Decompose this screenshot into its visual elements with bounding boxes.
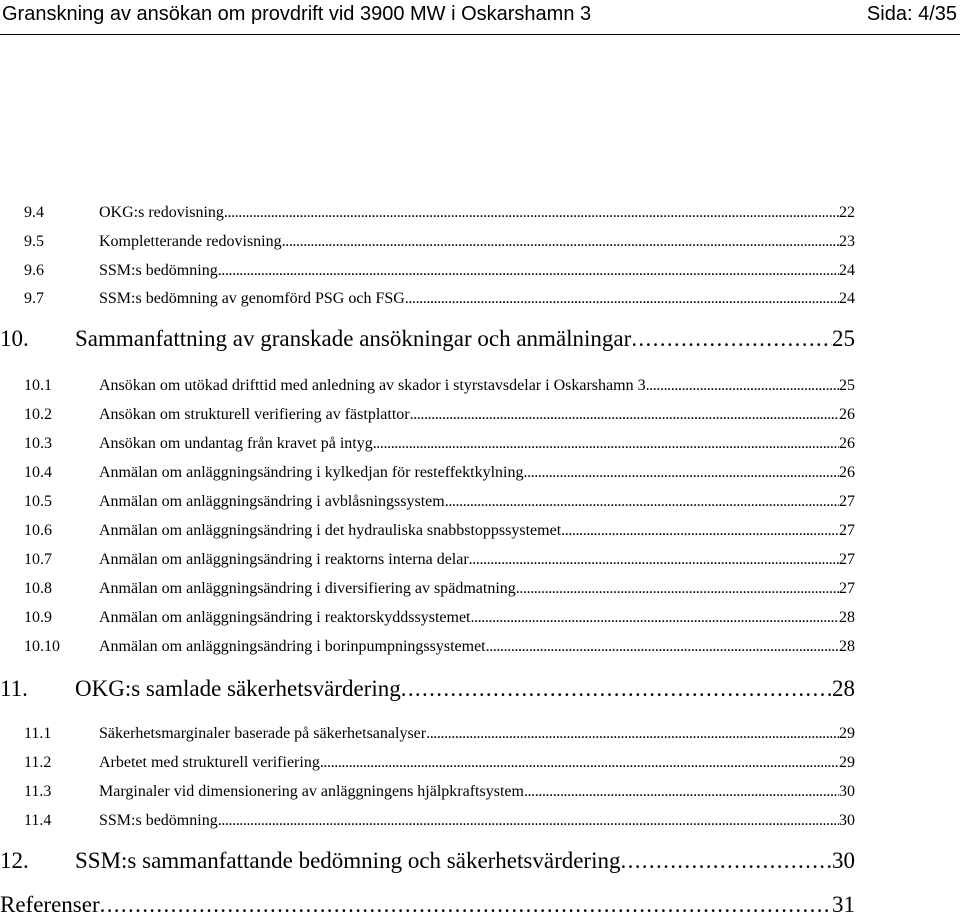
toc-page: 25: [832, 326, 855, 351]
toc-leader: [470, 609, 839, 627]
toc-page: 28: [839, 638, 855, 655]
toc-page: 24: [839, 290, 855, 307]
toc-text: Arbetet med strukturell verifiering: [99, 754, 320, 771]
toc-number: 9.7: [24, 290, 44, 307]
toc-text: SSM:s bedömning av genomförd PSG och FSG: [99, 290, 405, 307]
toc-leader: [524, 464, 840, 482]
toc-number: 10.1: [24, 377, 52, 394]
toc-page: 29: [839, 754, 855, 771]
toc-entry-10[interactable]: [0, 326, 855, 354]
toc-number: 9.5: [24, 233, 44, 250]
toc-text: Referenser: [0, 892, 100, 917]
toc-entry-10-7[interactable]: [24, 551, 855, 571]
toc-page: 27: [839, 580, 855, 597]
toc-entry-10-4[interactable]: [24, 464, 855, 484]
toc-number: 10.5: [24, 493, 52, 510]
toc-leader: [401, 676, 832, 702]
toc-page: 27: [839, 551, 855, 568]
page-number: Sida: 4/35: [866, 3, 957, 25]
toc-number: 11.4: [24, 812, 52, 829]
toc-text: Ansökan om utökad drifttid med anledning av skador i styrstavsdelar i Oskarshamn 3: [99, 377, 646, 394]
toc-entry-11-3[interactable]: [24, 783, 855, 803]
toc-entry-10-5[interactable]: [24, 493, 855, 513]
toc-leader: [646, 377, 839, 395]
toc-entry-9-7[interactable]: [24, 290, 855, 310]
toc-entry-referenser[interactable]: [0, 892, 855, 920]
toc-number: 10.6: [24, 522, 52, 539]
toc-number: 10.2: [24, 406, 52, 423]
toc-text: Marginaler vid dimensionering av anläggningens hjälpkraftsystem: [99, 783, 524, 800]
toc-leader: [100, 892, 832, 918]
toc-entry-10-8[interactable]: [24, 580, 855, 600]
toc-page: 22: [839, 204, 855, 221]
toc-leader: [224, 204, 839, 222]
toc-number: 10.8: [24, 580, 52, 597]
toc-number: 10.3: [24, 435, 52, 452]
toc-leader: [621, 848, 833, 874]
toc-number: 10.9: [24, 609, 52, 626]
toc-entry-9-5[interactable]: [24, 233, 855, 253]
toc-text: Ansökan om strukturell verifiering av fästplattor: [99, 406, 410, 423]
toc-leader: [469, 551, 839, 569]
toc-text: Anmälan om anläggningsändring i diversifiering av spädmatning: [99, 580, 516, 597]
toc-leader: [282, 233, 839, 251]
toc-page: 27: [839, 522, 855, 539]
toc-page: 24: [839, 262, 855, 279]
toc-page: 26: [839, 464, 855, 481]
toc-entry-11-4[interactable]: [24, 812, 855, 832]
toc-leader: [426, 725, 839, 743]
toc-number: 10.10: [24, 638, 60, 655]
toc-number: 9.4: [24, 204, 44, 221]
toc-entry-9-4[interactable]: [24, 204, 855, 224]
toc-entry-10-3[interactable]: [24, 435, 855, 455]
toc-entry-10-10[interactable]: [24, 638, 855, 658]
toc-page: 31: [832, 892, 855, 917]
toc-page: 30: [839, 812, 855, 829]
toc-text: Kompletterande redovisning: [99, 233, 282, 250]
toc-entry-9-6[interactable]: [24, 262, 855, 282]
toc-text: SSM:s bedömning: [99, 812, 218, 829]
toc-number: 10.4: [24, 464, 52, 481]
toc-leader: [320, 754, 839, 772]
toc-leader: [524, 783, 839, 801]
toc-entry-11-2[interactable]: [24, 754, 855, 774]
toc-number: 10.: [0, 326, 29, 351]
toc-number: 11.1: [24, 725, 52, 742]
toc-page: 28: [839, 609, 855, 626]
toc-leader: [631, 326, 832, 352]
toc-number: 10.7: [24, 551, 52, 568]
toc-page: 29: [839, 725, 855, 742]
toc-text: Anmälan om anläggningsändring i borinpumpningssystemet: [99, 638, 486, 655]
toc-text: Anmälan om anläggningsändring i reaktorskyddssystemet: [99, 609, 471, 626]
toc-page: 25: [839, 377, 855, 394]
toc-leader: [445, 493, 839, 511]
toc-text: Anmälan om anläggningsändring i det hydrauliska snabbstoppssystemet: [99, 522, 562, 539]
toc-entry-12[interactable]: [0, 848, 855, 876]
toc-number: 11.2: [24, 754, 52, 771]
toc-leader: [218, 262, 839, 280]
toc-page: 28: [832, 676, 855, 701]
toc-entry-10-6[interactable]: [24, 522, 855, 542]
toc-number: 11.3: [24, 783, 52, 800]
toc-leader: [218, 812, 839, 830]
toc-text: Anmälan om anläggningsändring i avblåsningssystem: [99, 493, 445, 510]
toc-text: Anmälan om anläggningsändring i reaktorns interna delar: [99, 551, 469, 568]
toc-text: Säkerhetsmarginaler baserade på säkerhetsanalyser: [99, 725, 427, 742]
page-header: [0, 0, 960, 35]
toc-leader: [561, 522, 839, 540]
toc-entry-10-1[interactable]: [24, 377, 855, 397]
toc-number: 12.: [0, 848, 29, 873]
toc-page: 30: [839, 783, 855, 800]
toc-page: 26: [839, 406, 855, 423]
toc-entry-11-1[interactable]: [24, 725, 855, 745]
toc-leader: [516, 580, 839, 598]
toc-leader: [410, 406, 839, 424]
toc-text: SSM:s bedömning: [99, 262, 218, 279]
toc-text: Anmälan om anläggningsändring i kylkedjan för resteffektkylning: [99, 464, 524, 481]
toc-entry-10-2[interactable]: [24, 406, 855, 426]
toc-leader: [373, 435, 839, 453]
toc-text: OKG:s samlade säkerhetsvärdering: [75, 676, 401, 701]
toc-entry-11[interactable]: [0, 676, 855, 704]
toc-leader: [405, 290, 839, 308]
toc-page: 23: [839, 233, 855, 250]
toc-page: 27: [839, 493, 855, 510]
toc-text: Ansökan om undantag från kravet på intyg: [99, 435, 373, 452]
toc-text: OKG:s redovisning: [99, 204, 224, 221]
toc-number: 11.: [0, 676, 28, 701]
toc-text: Sammanfattning av granskade ansökningar och anmälningar: [75, 326, 632, 351]
toc-text: SSM:s sammanfattande bedömning och säkerhetsvärdering: [75, 848, 621, 873]
toc-number: 9.6: [24, 262, 44, 279]
toc-page: 30: [832, 848, 855, 873]
toc-entry-10-9[interactable]: [24, 609, 855, 629]
document-title: Granskning av ansökan om provdrift vid 3900 MW i Oskarshamn 3: [2, 3, 592, 25]
toc-page: 26: [839, 435, 855, 452]
toc-leader: [486, 638, 839, 656]
